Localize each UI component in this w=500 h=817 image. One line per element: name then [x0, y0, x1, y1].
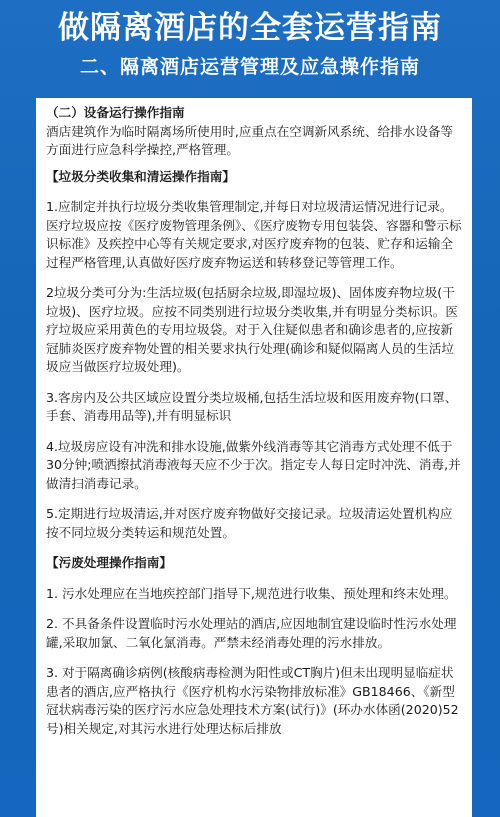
page-title: 做隔离酒店的全套运营指南 [58, 10, 442, 46]
sewage-section-title: 【污废处理操作指南】 [46, 555, 172, 570]
intro-section [46, 104, 462, 160]
garbage-item-1: 1.应制定并执行垃圾分类收集管理制定,并每日对垃圾清运情况进行记录。医疗垃圾应按《医疗废物管理条例》、《医疗废物专用包装袋、容器和警示标识标准》及疾控中心等有关规定要求,对医疗废弃物的包装、贮存和运输全过程严格管理,认真做好医疗废弃物运送和转移登记等管理工作。 [46, 199, 462, 270]
sewage-item-3: 3. 对于隔离确诊病例(核酸病毒检测为阳性或CT胸片)但未出现明显临症状患者的酒店,应严格执行《医疗机构水污染物排放标准》GB18466、《新型冠状病毒污染的医疗污水应急处理技术方案(试行)》(环办水体函(2020)52号)相关规定,对其污水进行处理达标后排放 [46, 665, 459, 736]
garbage-item-3: 3.客房内及公共区域应设置分类垃圾桶,包括生活垃圾和医用废弃物(口罩、手套、消毒用品等),并有明显标识 [46, 389, 458, 423]
garbage-item-2: 2垃圾分类可分为:生活垃圾(包括厨余垃圾,即湿垃圾)、固体废弃物垃圾(干垃圾)、医疗垃圾。应按不同类别进行垃圾分类收集,并有明显分类标识。医疗垃圾应采用黄色的专用垃圾袋。对于入住疑似患者和确诊患者的,应按新冠肺炎医疗废弃物处置的相关要求执行处理(确诊和疑似隔离人员的生活垃圾应当做医疗垃圾处理)。 [46, 285, 458, 374]
intro-text: 酒店建筑作为临时隔离场所使用时,应重点在空调新风系统、给排水设备等方面进行应急科学操控,严格管理。 [46, 123, 454, 157]
sewage-item-1: 1. 污水处理应在当地疾控部门指导下,规范进行收集、预处理和终末处理。 [46, 585, 457, 601]
garbage-item-5: 5.定期进行垃圾清运,并对医疗废弃物做好交接记录。垃圾清运处置机构应按不同垃圾分类转运和规范处置。 [46, 506, 453, 540]
garbage-section-title: 【垃圾分类收集和清运操作指南】 [46, 168, 235, 184]
sewage-item-2: 2. 不具备条件设置临时污水处理站的酒店,应因地制宜建设临时性污水处理罐,采取加氯、二氧化氯消毒。严禁未经消毒处理的污水排放。 [46, 616, 457, 650]
garbage-item-4: 4.垃圾房应设有冲洗和排水设施,做紫外线消毒等其它消毒方式处理不低于30分钟;喷洒擦拭消毒液每天应不少于次。指定专人每日定时冲洗、消毒,并做清扫消毒记录。 [46, 438, 461, 491]
content-card [36, 98, 472, 817]
page-subtitle: 二、隔离酒店运营管理及应急操作指南 [79, 56, 420, 78]
intro-heading: （二）设备运行操作指南 [46, 105, 185, 120]
header-banner [0, 0, 500, 98]
